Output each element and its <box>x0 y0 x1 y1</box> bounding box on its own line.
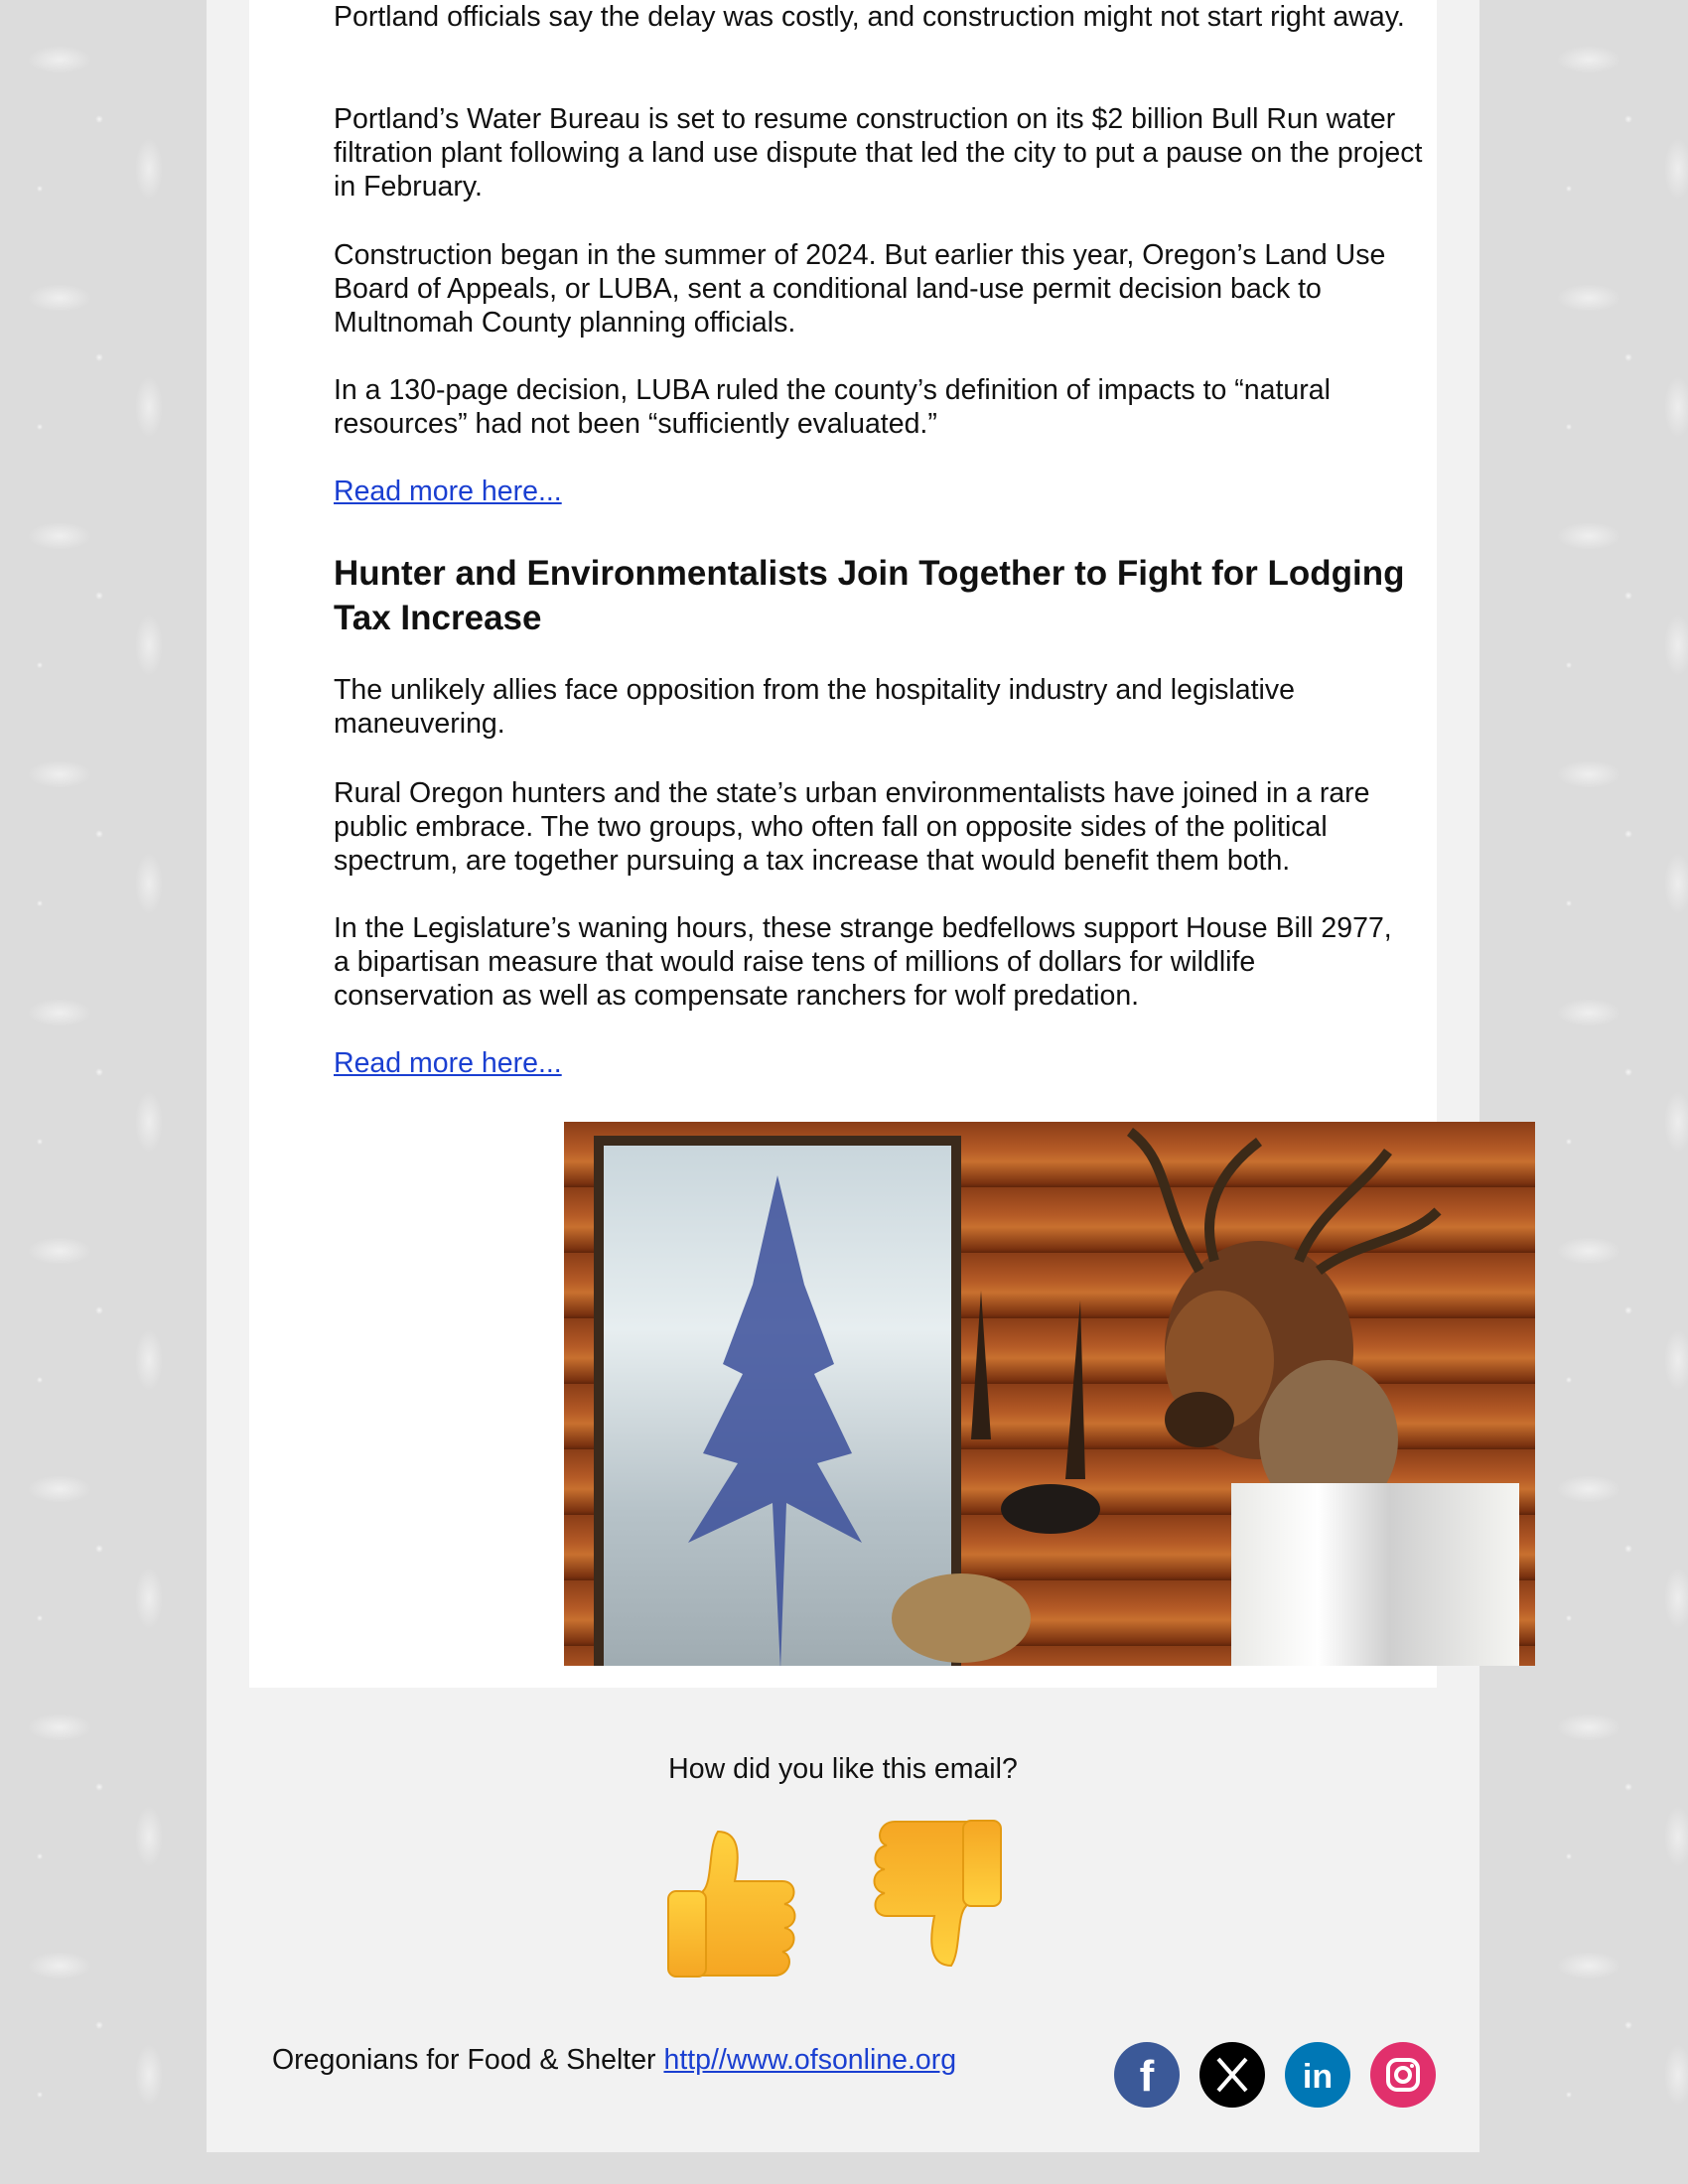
svg-text:f: f <box>1139 2052 1155 2101</box>
article2-title: Hunter and Environmentalists Join Together to Fight for Lodging Tax Increase <box>334 554 1405 637</box>
article2-paragraph: In the Legislature’s waning hours, these strange bedfellows support House Bill 2977, a bipartisan measure that would raise tens of millions of dollars for wildlife conservation as well as compensate ranchers for wolf predation. <box>334 912 1392 1012</box>
article1-paragraph: Portland’s Water Bureau is set to resume construction on its $2 billion Bull Run water filtration plant following a land use dispute that led the city to put a pause on the project in February. <box>334 103 1423 203</box>
facebook-icon[interactable] <box>1113 2041 1181 2109</box>
article2-paragraph: Rural Oregon hunters and the state’s urban environmentalists have joined in a rare public embrace. The two groups, who often fall on opposite sides of the political spectrum, are together pursuing a tax increase that would benefit them both. <box>334 777 1370 877</box>
article1-subtitle: Portland officials say the delay was costly, and construction might not start right away. <box>334 1 1405 33</box>
thumbs-up-icon[interactable] <box>663 1827 802 1980</box>
svg-text:in: in <box>1302 2058 1334 2096</box>
instagram-icon[interactable] <box>1369 2041 1437 2109</box>
linkedin-icon[interactable] <box>1284 2041 1351 2109</box>
article2-read-more-link[interactable]: Read more here... <box>334 1047 562 1079</box>
footer-website-link[interactable]: http//www.ofsonline.org <box>663 2044 957 2076</box>
historic-photo <box>1231 1483 1519 1666</box>
article2-photo <box>564 1122 1535 1666</box>
email-body <box>207 0 1479 2152</box>
x-icon[interactable] <box>1198 2041 1266 2109</box>
footer-org-name: Oregonians for Food & Shelter <box>272 2044 656 2076</box>
article2-subtitle: The unlikely allies face opposition from the hospitality industry and legislative maneuvering. <box>334 674 1295 740</box>
thumbs-down-icon[interactable] <box>867 1817 1006 1971</box>
footer-organization <box>272 2043 956 2077</box>
article1-paragraph: Construction began in the summer of 2024. But earlier this year, Oregon’s Land Use Board of Appeals, or LUBA, sent a conditional land-use permit decision back to Multnomah County planning officials. <box>334 239 1386 339</box>
article1-paragraph: In a 130-page decision, LUBA ruled the county’s definition of impacts to “natural resources” had not been “sufficiently evaluated.” <box>334 374 1331 440</box>
feedback-question: How did you like this email? <box>668 1753 1018 1785</box>
feedback-buttons <box>663 1827 1021 1985</box>
article1-read-more-link[interactable]: Read more here... <box>334 476 562 507</box>
